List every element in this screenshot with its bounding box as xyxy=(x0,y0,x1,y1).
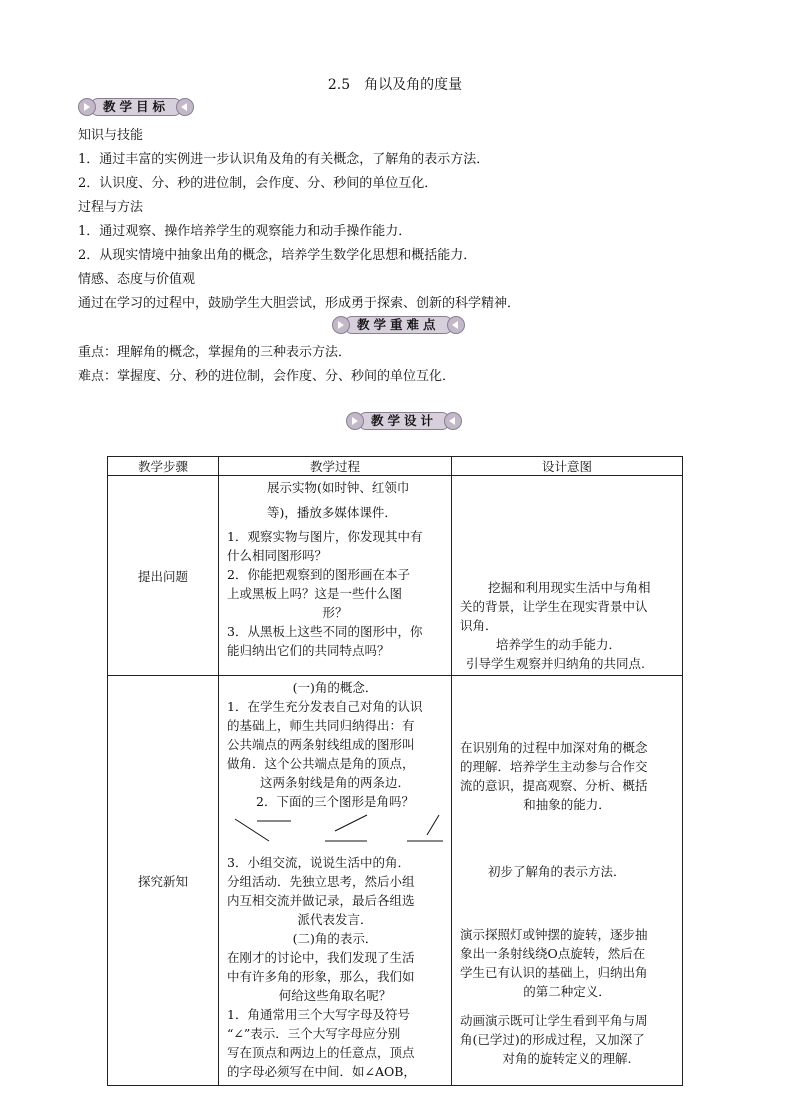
process-line: 能归纳出它们的共同特点吗？ xyxy=(227,643,390,658)
process-cell xyxy=(219,676,452,1086)
intent-line: 学生已有认识的基础上，归纳出角 xyxy=(460,965,648,980)
step-cell: 提出问题 xyxy=(108,476,219,676)
intent-line: 培养学生的动手能力． xyxy=(496,637,622,652)
process-cell xyxy=(219,476,452,676)
process-line: 等)，播放多媒体课件． xyxy=(267,505,397,520)
process-line: 上或黑板上吗？这是一些什么图 xyxy=(227,586,403,601)
process-line: 形？ xyxy=(322,605,348,620)
process-line: 派代表发言． xyxy=(297,912,373,927)
arrow-left-icon xyxy=(444,412,462,430)
process-line: 3．从黑板上这些不同的图形中，你 xyxy=(227,624,423,639)
intent-line: 初步了解角的表示方法． xyxy=(488,864,626,879)
figure-not-angle-1 xyxy=(235,819,291,841)
goal-item: 2．认识度、分、秒的进位制，会作度、分、秒间的单位互化． xyxy=(78,176,438,191)
section-heading: 知识与技能 xyxy=(78,128,144,143)
process-line: 这两条射线是角的两条边． xyxy=(259,775,410,790)
header-step: 教学步骤 xyxy=(108,457,219,476)
intent-line: 和抽象的能力． xyxy=(523,797,611,812)
process-line: 1．观察实物与图片，你发现其中有 xyxy=(227,529,423,544)
arrow-right-icon xyxy=(78,98,96,116)
intent-line: 的第二种定义． xyxy=(523,984,611,999)
process-line: 什么相同图形吗？ xyxy=(227,548,328,563)
intent-line: 关的背景，让学生在现实背景中认 xyxy=(460,599,648,614)
header-intent: 设计意图 xyxy=(452,457,683,476)
difficult-point: 难点：掌握度、分、秒的进位制，会作度、分、秒间的单位互化． xyxy=(78,369,456,384)
table-row xyxy=(108,676,683,1086)
page-title: 2.5 角以及角的度量 xyxy=(327,77,463,93)
process-line: 写在顶点和两边上的任意点，顶点 xyxy=(227,1045,415,1060)
process-line: 做角．这个公共端点是角的顶点， xyxy=(227,756,415,771)
process-line: 1．在学生充分发表自己对角的认识 xyxy=(227,699,423,714)
process-line: “∠”表示．三个大写字母应分别 xyxy=(227,1026,401,1041)
intent-cell xyxy=(452,476,683,676)
banner-label: 教学设计 xyxy=(358,412,450,430)
intent-line: 引导学生观察并归纳角的共同点. xyxy=(466,656,645,671)
intent-line: 角(已学过)的形成过程，又加深了 xyxy=(460,1032,645,1047)
process-line: 2．你能把观察到的图形画在本子 xyxy=(227,567,410,582)
figure-not-angle-2 xyxy=(325,815,367,841)
process-line: 3．小组交流，说说生活中的角． xyxy=(227,855,410,870)
process-line: (一)角的概念． xyxy=(292,680,378,695)
process-line: 分组活动．先独立思考，然后小组 xyxy=(227,874,415,889)
section-heading: 过程与方法 xyxy=(78,200,144,215)
goal-item: 1．通过丰富的实例进一步认识角及角的有关概念，了解角的表示方法． xyxy=(78,152,490,167)
goal-item: 1．通过观察、操作培养学生的观察能力和动手操作能力． xyxy=(78,224,412,239)
teaching-design-table xyxy=(107,456,683,1086)
goal-text: 通过在学习的过程中，鼓励学生大胆尝试，形成勇于探索、创新的科学精神． xyxy=(78,296,521,311)
table-header-row xyxy=(108,457,683,476)
process-line: 展示实物(如时钟、红领巾 xyxy=(267,480,410,495)
process-line: 中有许多角的形象，那么，我们如 xyxy=(227,969,415,984)
process-line: 内互相交流并做记录，最后各组选 xyxy=(227,893,415,908)
process-line: 何给这些角取名呢？ xyxy=(278,988,392,1003)
process-line: (二)角的表示． xyxy=(292,931,378,946)
intent-line: 流的意识，提高观察、分析、概括 xyxy=(460,778,648,793)
banner-teaching-design xyxy=(346,412,462,430)
arrow-right-icon xyxy=(346,412,364,430)
key-point: 重点：理解角的概念，掌握角的三种表示方法． xyxy=(78,345,352,360)
step-cell: 探究新知 xyxy=(108,676,219,1086)
goal-item: 2．从现实情境中抽象出角的概念，培养学生数学化思想和概括能力． xyxy=(78,248,477,263)
banner-label: 教学重难点 xyxy=(344,316,453,334)
process-line: 的基础上，师生共同归纳得出：有 xyxy=(227,718,415,733)
intent-line: 动画演示既可让学生看到平角与周 xyxy=(460,1013,648,1028)
intent-line: 象出一条射线绕O点旋转，然后在 xyxy=(460,946,646,961)
banner-teaching-goals xyxy=(78,98,194,116)
angle-figures xyxy=(227,813,443,849)
figure-angle-3 xyxy=(407,815,443,841)
process-line: 在刚才的讨论中，我们发现了生活 xyxy=(227,950,415,965)
intent-line: 在识别角的过程中加深对角的概念 xyxy=(460,740,648,755)
banner-key-points xyxy=(332,316,465,334)
arrow-right-icon xyxy=(332,316,350,334)
process-line: 的字母必须写在中间．如∠AOB， xyxy=(227,1064,416,1079)
intent-line: 演示探照灯或钟摆的旋转，逐步抽 xyxy=(460,927,648,942)
process-line: 公共端点的两条射线组成的图形叫 xyxy=(227,737,415,752)
intent-line: 对角的旋转定义的理解. xyxy=(502,1051,632,1066)
process-line: 1．角通常用三个大写字母及符号 xyxy=(227,1007,410,1022)
intent-line: 挖掘和利用现实生活中与角相 xyxy=(488,580,651,595)
arrow-left-icon xyxy=(176,98,194,116)
banner-label: 教学目标 xyxy=(90,98,182,116)
intent-line: 识角． xyxy=(460,618,498,633)
table-row xyxy=(108,476,683,676)
intent-line: 的理解．培养学生主动参与合作交 xyxy=(460,759,648,774)
arrow-left-icon xyxy=(447,316,465,334)
intent-cell xyxy=(452,676,683,1086)
process-line: 2．下面的三个图形是角吗？ xyxy=(256,794,414,809)
header-process: 教学过程 xyxy=(219,457,452,476)
section-heading: 情感、态度与价值观 xyxy=(78,272,196,287)
